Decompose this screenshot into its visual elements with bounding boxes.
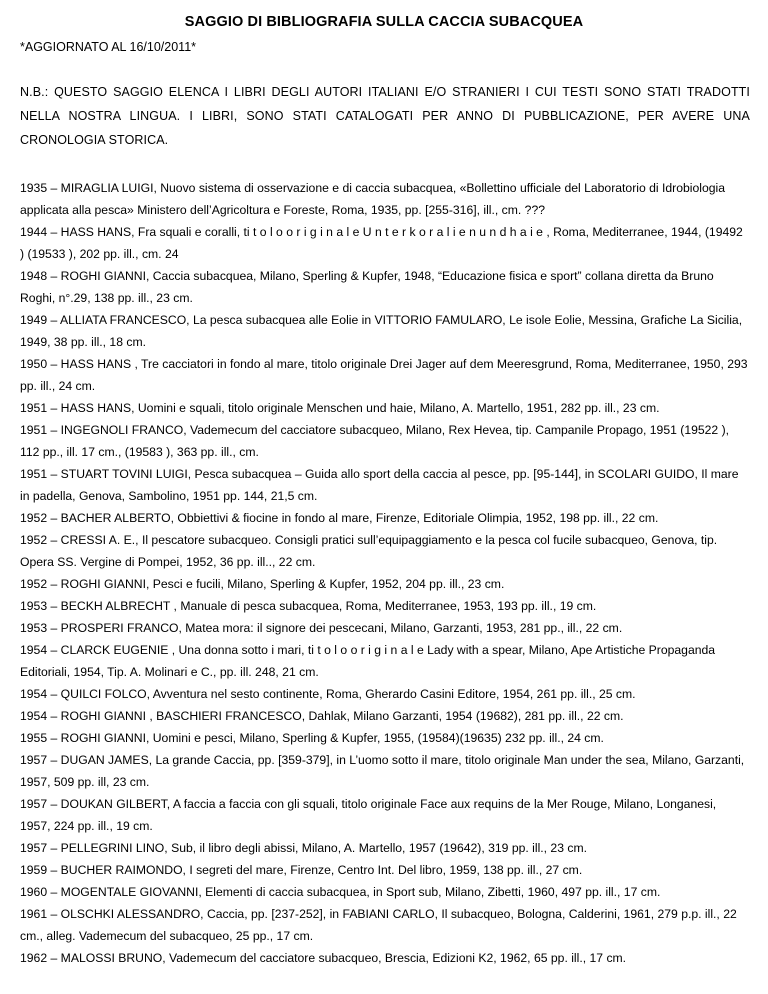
bibliography-entry: 1957 – DOUKAN GILBERT, A faccia a faccia con gli squali, titolo originale Face aux requins de la Mer Rouge, Milano, Longanesi, 1957, 224 pp. ill., 19 cm. <box>20 797 717 833</box>
bibliography-entry: 1959 – BUCHER RAIMONDO, I segreti del mare, Firenze, Centro Int. Del libro, 1959, 138 pp. ill., 27 cm. <box>20 863 583 877</box>
bibliography-entry: 1949 – ALLIATA FRANCESCO, La pesca subacquea alle Eolie in VITTORIO FAMULARO, Le isole Eolie, Messina, Grafiche La Sicilia, 1949, 38 pp. ill., 18 cm. <box>20 313 743 349</box>
bibliography-entry: 1954 – CLARCK EUGENIE , Una donna sotto i mari, ti t o l o o r i g i n a l e Lady with a spear, Milano, Ape Artistiche Propaganda Editoriali, 1954, Tip. A. Molinari e C., pp. ill. 248, 21 cm. <box>20 643 716 679</box>
bibliography-entry: 1957 – PELLEGRINI LINO, Sub, il libro degli abissi, Milano, A. Martello, 1957 (19642), 319 pp. ill., 23 cm. <box>20 841 588 855</box>
bibliography-entry: 1954 – ROGHI GIANNI , BASCHIERI FRANCESCO, Dahlak, Milano Garzanti, 1954 (19682), 281 pp. ill., 22 cm. <box>20 709 624 723</box>
bibliography-entry: 1944 – HASS HANS, Fra squali e coralli, ti t o l o o r i g i n a l e U n t e r k o r a l i e n u n d h a i e , Roma, Mediterranee, 1944, (19492 ) (19533 ), 202 pp. ill., cm. 24 <box>20 225 743 261</box>
bibliography-entry: 1953 – BECKH ALBRECHT , Manuale di pesca subacquea, Roma, Mediterranee, 1953, 193 pp. ill., 19 cm. <box>20 599 597 613</box>
bibliography-entry: 1951 – INGEGNOLI FRANCO, Vademecum del cacciatore subacqueo, Milano, Rex Hevea, tip. Campanile Propago, 1951 (19522 ), 112 pp., ill. 17 cm., (19583 ), 363 pp. ill., cm. <box>20 423 730 459</box>
bibliography-entry: 1954 – QUILCI FOLCO, Avventura nel sesto continente, Roma, Gherardo Casini Editore, 1954, 261 pp. ill., 25 cm. <box>20 687 636 701</box>
bibliography-entry: 1951 – HASS HANS, Uomini e squali, titolo originale Menschen und haie, Milano, A. Martello, 1951, 282 pp. ill., 23 cm. <box>20 401 660 415</box>
bibliography-entry: 1962 – MALOSSI BRUNO, Vademecum del cacciatore subacqueo, Brescia, Edizioni K2, 1962, 65 pp. ill., 17 cm. <box>20 951 627 965</box>
bibliography-entry: 1961 – OLSCHKI ALESSANDRO, Caccia, pp. [237-252], in FABIANI CARLO, Il subacqueo, Bologna, Calderini, 1961, 279 p.p. ill., 22 cm., alleg. Vademecum del subacqueo, 25 pp., 17 cm. <box>20 907 737 943</box>
bibliography-entry: 1950 – HASS HANS , Tre cacciatori in fondo al mare, titolo originale Drei Jager auf dem Meeresgrund, Roma, Mediterranee, 1950, 293 pp. ill., 24 cm. <box>20 357 748 393</box>
bibliography-entry: 1957 – DUGAN JAMES, La grande Caccia, pp. [359-379], in L’uomo sotto il mare, titolo originale Man under the sea, Milano, Garzanti, 1957, 509 pp. ill, 23 cm. <box>20 753 745 789</box>
bibliography-entry: 1935 – MIRAGLIA LUIGI, Nuovo sistema di osservazione e di caccia subacquea, «Bollettino ufficiale del Laboratorio di Idrobiologia applicata alla pesca» Ministero dell’Agricoltura e Foreste, Roma, 1935, pp. [255-316], ill., cm. ??? <box>20 181 726 217</box>
bibliography-entry: 1960 – MOGENTALE GIOVANNI, Elementi di caccia subacquea, in Sport sub, Milano, Zibetti, 1960, 497 pp. ill., 17 cm. <box>20 885 661 899</box>
bibliography-entry: 1952 – ROGHI GIANNI, Pesci e fucili, Milano, Sperling & Kupfer, 1952, 204 pp. ill., 23 cm. <box>20 577 505 591</box>
bibliography-entry: 1952 – BACHER ALBERTO, Obbiettivi & fiocine in fondo al mare, Firenze, Editoriale Olimpia, 1952, 198 pp. ill., 22 cm. <box>20 511 659 525</box>
bibliography-entry: 1952 – CRESSI A. E., Il pescatore subacqueo. Consigli pratici sull’equipaggiamento e la pesca col fucile subacqueo, Genova, tip. Opera SS. Vergine di Pompei, 1952, 36 pp. ill.., 22 cm. <box>20 533 718 569</box>
bibliography-entry: 1955 – ROGHI GIANNI, Uomini e pesci, Milano, Sperling & Kupfer, 1955, (19584)(19635) 232 pp. ill., 24 cm. <box>20 731 604 745</box>
bibliography-entry: 1948 – ROGHI GIANNI, Caccia subacquea, Milano, Sperling & Kupfer, 1948, “Educazione fisica e sport” collana diretta da Bruno Roghi, n°.29, 138 pp. ill., 23 cm. <box>20 269 714 305</box>
bibliography-entry: 1953 – PROSPERI FRANCO, Matea mora: il signore dei pescecani, Milano, Garzanti, 1953, 281 pp., ill., 22 cm. <box>20 621 623 635</box>
updated-date: *AGGIORNATO AL 16/10/2011* <box>20 40 197 54</box>
bibliography-list <box>20 177 750 969</box>
introductory-note: N.B.: QUESTO SAGGIO ELENCA I LIBRI DEGLI AUTORI ITALIANI E/O STRANIERI I CUI TESTI SONO STATI TRADOTTI NELLA NOSTRA LINGUA. I LIBRI, SONO STATI CATALOGATI PER ANNO DI PUBBLICAZIONE, PER AVERE UNA CRONOLOGIA STORICA. <box>20 85 750 147</box>
bibliography-entry: 1951 – STUART TOVINI LUIGI, Pesca subacquea – Guida allo sport della caccia al pesce, pp. [95-144], in SCOLARI GUIDO, Il mare in padella, Genova, Sambolino, 1951 pp. 144, 21,5 cm. <box>20 467 739 503</box>
document-title: SAGGIO DI BIBLIOGRAFIA SULLA CACCIA SUBACQUEA <box>184 14 584 30</box>
